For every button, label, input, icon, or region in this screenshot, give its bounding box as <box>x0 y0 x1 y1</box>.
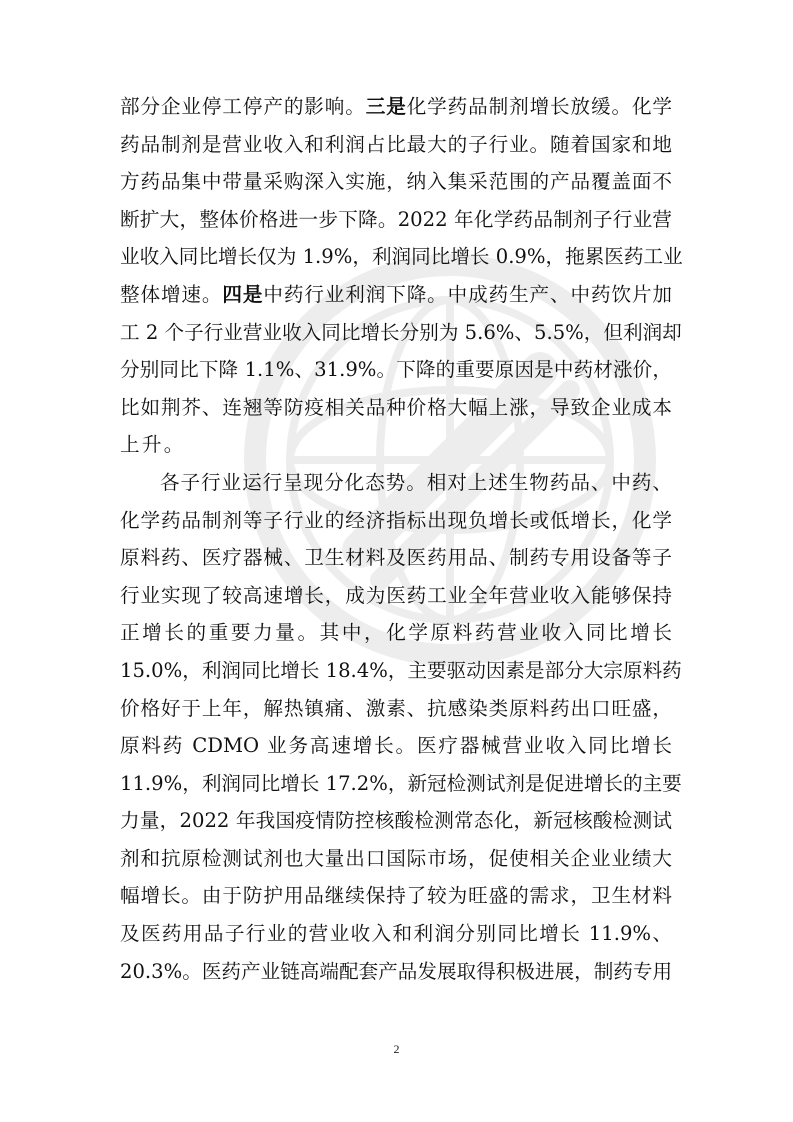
bold-heading-three: 三是 <box>365 95 407 118</box>
text-line-11: 各子行业运行呈现分化态势。相对上述生物药品、中药、 <box>160 470 672 494</box>
text-line-6 <box>120 276 672 314</box>
text-line-4: 断扩大，整体价格进一步下降。2022 年化学药品制剂子行业营 <box>120 207 672 231</box>
text-line-1 <box>120 88 672 126</box>
text-line-18: 原料药 CDMO 业务高速增长。医疗器械营业收入同比增长 <box>120 734 672 758</box>
text-line-13: 原料药、医疗器械、卫生材料及医药用品、制药专用设备等子 <box>120 546 672 570</box>
text-line-12: 化学药品制剂等子行业的经济指标出现负增长或低增长，化学 <box>120 508 672 532</box>
text-line-5: 业收入同比增长仅为 1.9%，利润同比增长 0.9%，拖累医药工业 <box>120 245 683 269</box>
text-line-10: 上升。 <box>120 433 186 457</box>
text-line-17: 价格好于上年，解热镇痛、激素、抗感染类原料药出口旺盛， <box>120 696 672 720</box>
text-line-15: 正增长的重要力量。其中，化学原料药营业收入同比增长 <box>120 621 672 645</box>
text-line-24: 20.3%。医药产业链高端配套产品发展取得积极进展，制药专用 <box>120 959 673 983</box>
text-line-19: 11.9%，利润同比增长 17.2%，新冠检测试剂是促进增长的主要 <box>120 771 682 795</box>
text-line-7: 工 2 个子行业营业收入同比增长分别为 5.6%、5.5%，但利润却 <box>120 320 682 344</box>
text-line-3: 方药品集中带量采购深入实施，纳入集采范围的产品覆盖面不 <box>120 170 672 194</box>
text-fragment: 中药行业利润下降。中成药生产、中药饮片加 <box>263 282 673 306</box>
text-fragment: 整体增速。 <box>120 282 223 306</box>
bold-heading-four: 四是 <box>222 282 264 306</box>
text-line-8: 分别同比下降 1.1%、31.9%。下降的重要原因是中药材涨价， <box>120 358 672 382</box>
text-line-16: 15.0%，利润同比增长 18.4%，主要驱动因素是部分大宗原料药 <box>120 658 682 682</box>
text-line-22: 幅增长。由于防护用品继续保持了较为旺盛的需求，卫生材料 <box>120 884 672 908</box>
body-text <box>120 88 683 990</box>
text-line-9: 比如荆芥、连翘等防疫相关品种价格大幅上涨，导致企业成本 <box>120 395 672 419</box>
text-line-2: 药品制剂是营业收入和利润占比最大的子行业。随着国家和地 <box>120 132 672 156</box>
text-fragment: 部分企业停工停产的影响。 <box>120 95 366 118</box>
page-number: 2 <box>393 1042 400 1056</box>
text-line-21: 剂和抗原检测试剂也大量出口国际市场，促使相关企业业绩大 <box>120 846 672 870</box>
text-line-23: 及医药用品子行业的营业收入和利润分别同比增长 11.9%、 <box>120 922 672 946</box>
text-line-14: 行业实现了较高速增长，成为医药工业全年营业收入能够保持 <box>120 583 672 607</box>
text-line-20: 力量，2022 年我国疫情防控核酸检测常态化，新冠核酸检测试 <box>120 809 672 833</box>
text-fragment: 化学药品制剂增长放缓。化学 <box>406 95 673 118</box>
